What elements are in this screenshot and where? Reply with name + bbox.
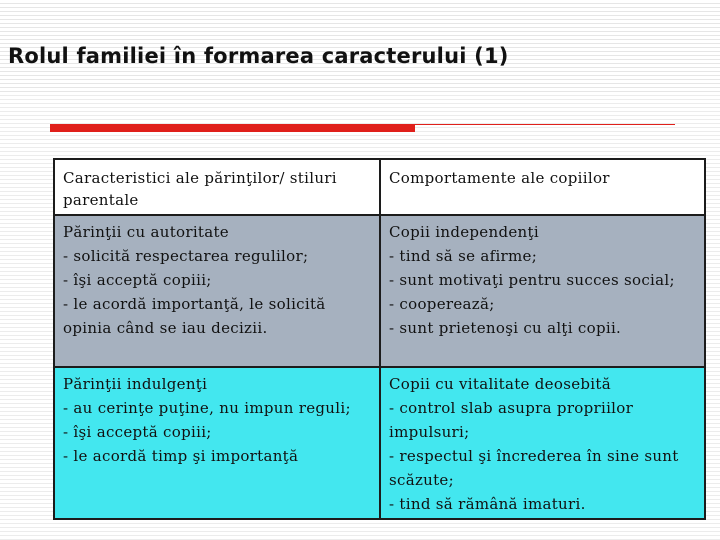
header-cell-child-behaviors bbox=[381, 160, 704, 216]
cell-independent-children bbox=[381, 216, 704, 368]
cell-line: - cooperează; bbox=[389, 295, 495, 313]
cell-line: Copii independenţi bbox=[389, 223, 539, 241]
cell-line: - îşi acceptă copiii; bbox=[63, 423, 212, 441]
cell-line: - le acordă timp şi importanţă bbox=[63, 447, 299, 465]
title-underline-line bbox=[415, 124, 675, 125]
cell-line: Părinţii cu autoritate bbox=[63, 223, 229, 241]
cell-line: - au cerinţe puţine, nu impun reguli; bbox=[63, 399, 351, 417]
cell-line: - îşi acceptă copiii; bbox=[63, 271, 212, 289]
cell-authoritative-parents bbox=[55, 216, 381, 368]
parenting-styles-table bbox=[53, 158, 706, 520]
cell-line: opinia când se iau decizii. bbox=[63, 319, 268, 337]
cell-line: - le acordă importanţă, le solicită bbox=[63, 295, 326, 313]
cell-vital-children bbox=[381, 368, 704, 518]
slide-title: Rolul familiei în formarea caracterului (1) bbox=[8, 44, 509, 68]
cell-line: Părinţii indulgenţi bbox=[63, 375, 208, 393]
cell-line: impulsuri; bbox=[389, 423, 470, 441]
cell-line: Comportamente ale copiilor bbox=[389, 169, 610, 187]
cell-indulgent-parents bbox=[55, 368, 381, 518]
cell-line: - tind să se afirme; bbox=[389, 247, 538, 265]
cell-line: - sunt motivaţi pentru succes social; bbox=[389, 271, 675, 289]
cell-line: Copii cu vitalitate deosebită bbox=[389, 375, 611, 393]
header-cell-parent-styles bbox=[55, 160, 381, 216]
cell-line: - sunt prietenoşi cu alţi copii. bbox=[389, 319, 622, 337]
cell-line: parentale bbox=[63, 191, 139, 209]
cell-line: Caracteristici ale părinţilor/ stiluri bbox=[63, 169, 337, 187]
cell-line: - tind să rămână imaturi. bbox=[389, 495, 586, 513]
cell-line: - solicită respectarea regulilor; bbox=[63, 247, 309, 265]
title-underline-bar bbox=[50, 124, 415, 132]
cell-line: - control slab asupra propriilor bbox=[389, 399, 634, 417]
cell-line: - respectul şi încrederea în sine sunt bbox=[389, 447, 679, 465]
cell-line: scăzute; bbox=[389, 471, 454, 489]
